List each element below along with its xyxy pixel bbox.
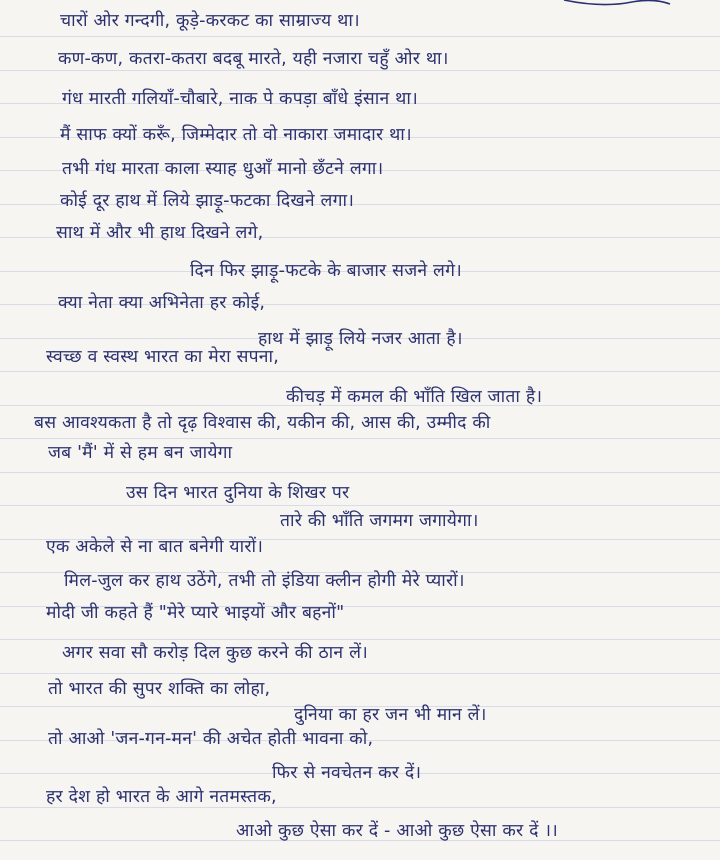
poem-line: गंध मारती गलियाँ-चौबारे, नाक पे कपड़ा बाँधे इंसान था।	[62, 89, 418, 109]
ruled-line	[0, 371, 720, 372]
poem-line: तो भारत की सुपर शक्ति का लोहा,	[48, 679, 271, 699]
poem-line: हाथ में झाड़ू लिये नजर आता है।	[258, 329, 463, 349]
poem-line: मैं साफ क्यों करूँ, जिम्मेदार तो वो नाकारा जमादार था।	[60, 125, 412, 145]
poem-line: आओ कुछ ऐसा कर दें - आओ कुछ ऐसा कर दें ।।	[236, 821, 559, 841]
poem-line: फिर से नवचेतन कर दें।	[272, 763, 422, 783]
poem-line: साथ में और भी हाथ दिखने लगे,	[56, 223, 264, 243]
ruled-line	[0, 673, 720, 674]
poem-line: अगर सवा सौ करोड़ दिल कुछ करने की ठान लें।	[62, 643, 368, 663]
poem-line: जब 'मैं' में से हम बन जायेगा	[48, 443, 233, 463]
ruled-line	[0, 505, 720, 506]
poem-line: तारे की भाँति जगमग जगायेगा।	[280, 511, 479, 531]
poem-line: मोदी जी कहते हैं "मेरे प्यारे भाइयों और बहनों"	[46, 603, 345, 623]
ruled-line	[0, 70, 720, 71]
poem-line: दिन फिर झाड़ू-फटके के बाजार सजने लगे।	[190, 261, 463, 281]
poem-line: हर देश हो भारत के आगे नतमस्तक,	[46, 787, 277, 807]
poem-line: कोई दूर हाथ में लिये झाड़ू-फटका दिखने लगा।	[60, 191, 355, 211]
poem-line: बस आवश्यकता है तो दृढ़ विश्वास की, यकीन की, आस की, उम्मीद की	[34, 413, 491, 433]
poem-line: क्या नेता क्या अभिनेता हर कोई,	[58, 293, 266, 313]
poem-line: तभी गंध मारता काला स्याह धुआँ मानो छँटने लगा।	[62, 159, 384, 179]
ruled-line	[0, 36, 720, 37]
poem-line: चारों ओर गन्दगी, कूड़े-करकट का साम्राज्य था।	[60, 11, 360, 31]
poem-line: दुनिया का हर जन भी मान लें।	[294, 705, 487, 725]
ruled-line	[0, 438, 720, 439]
poem-line: एक अकेले से ना बात बनेगी यारों।	[46, 537, 264, 557]
poem-line: कण-कण, कतरा-कतरा बदबू मारते, यही नजारा चहुँ ओर था।	[58, 49, 449, 69]
poem-line: स्वच्छ व स्वस्थ भारत का मेरा सपना,	[46, 347, 280, 367]
poem-line: उस दिन भारत दुनिया के शिखर पर	[126, 483, 350, 503]
poem-line: मिल-जुल कर हाथ उठेंगे, तभी तो इंडिया क्लीन होगी मेरे प्यारों।	[64, 571, 465, 591]
pen-scribble-icon	[562, 0, 672, 14]
ruled-line	[0, 472, 720, 473]
poem-line: कीचड़ में कमल की भाँति खिल जाता है।	[286, 387, 543, 407]
poem-line: तो आओ 'जन-गन-मन' की अचेत होती भावना को,	[48, 729, 374, 749]
